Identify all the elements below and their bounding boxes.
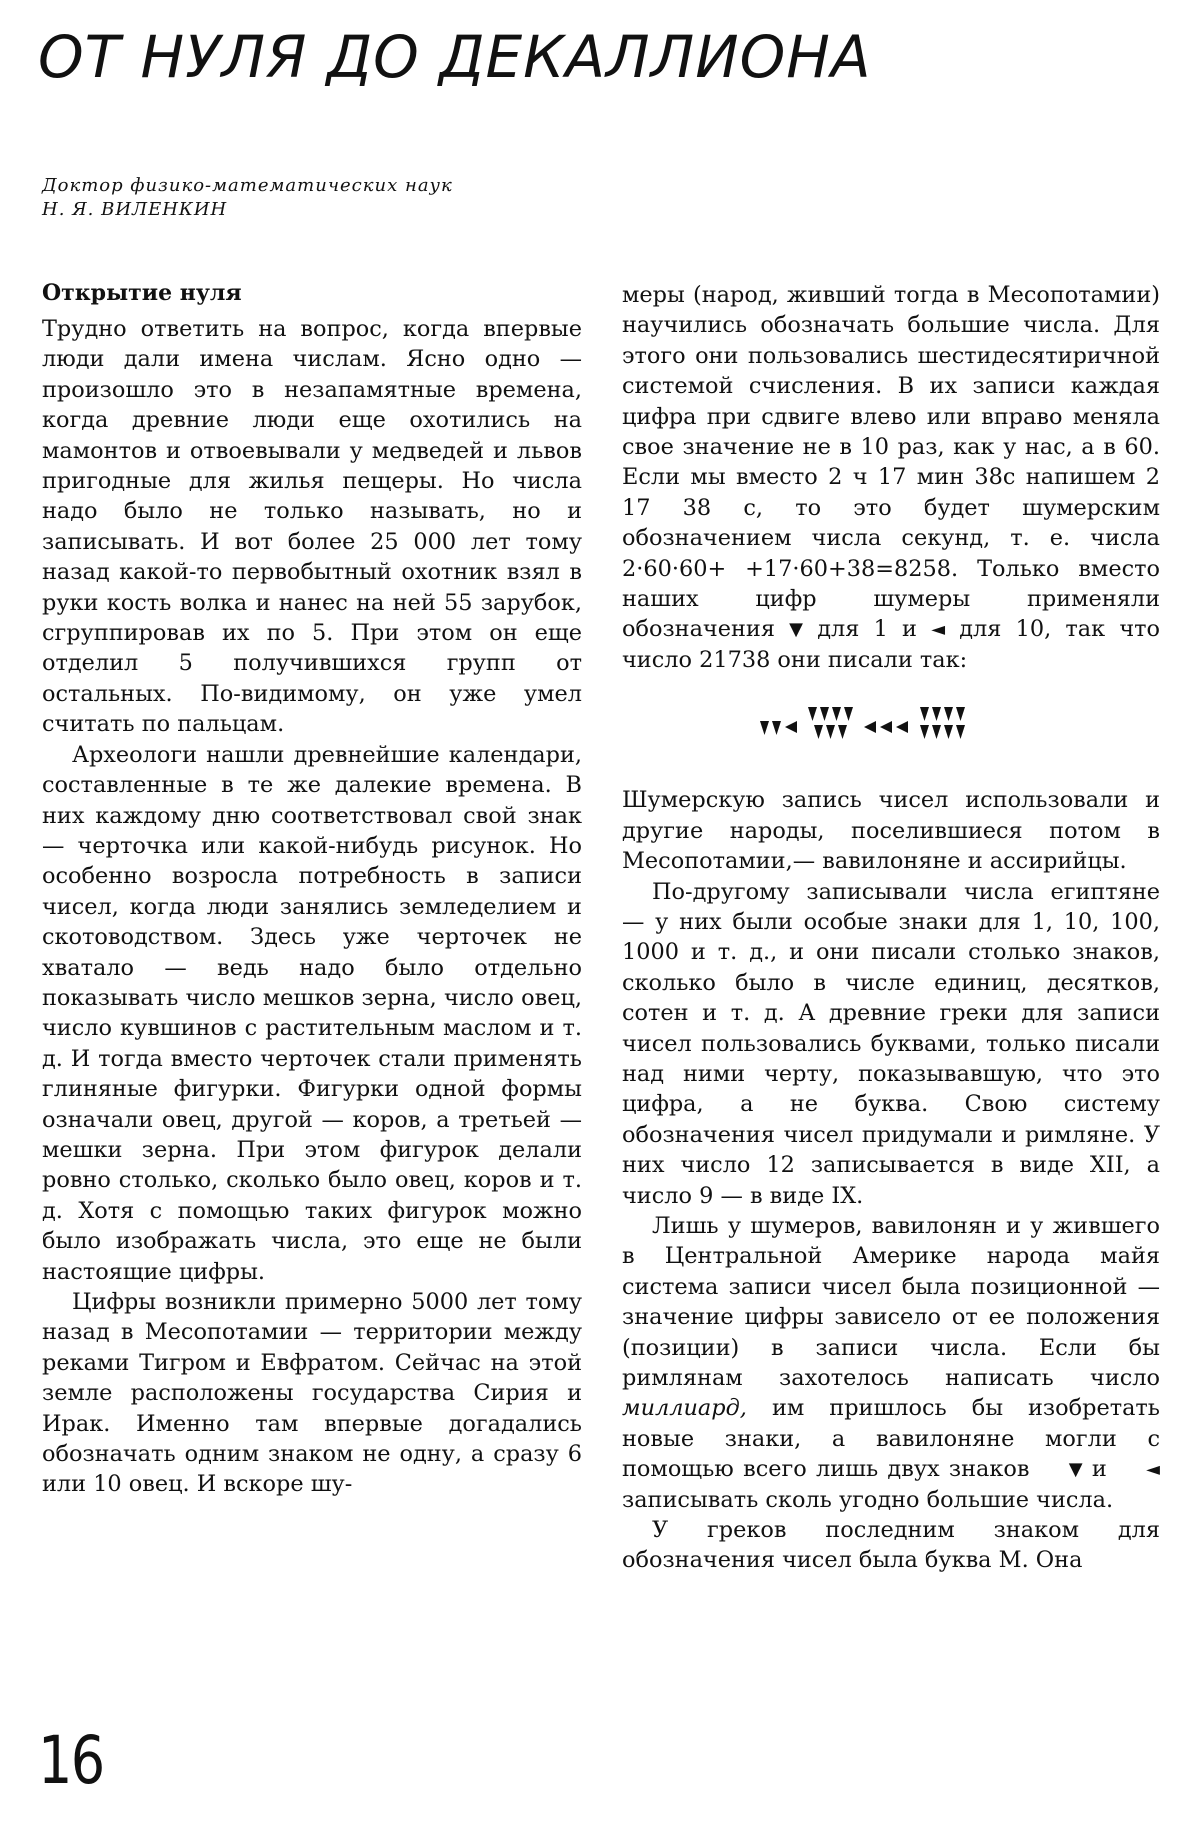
cuneiform-figure xyxy=(622,683,1160,767)
text-run: меры (народ, живший тогда в Месопотамии) научились обозначать большие числа. Для этого они пользовались шестидесятиричной системой счисления. В их записи каждая цифра при сдвиге влево или вправо меняла свое значение не в 10 раз, как у нас, а в 60. Если мы вместо 2 ч 17 мин 38с напишем 2 17 38 с, то это будет шумерским обозначением числа секунд, т. е. числа 2·60·60+ +17·60+38=8258. Только вместо наших цифр шумеры применяли обозначения xyxy=(622,282,1160,643)
text-run: Лишь у шумеров, вавилонян и у жившего в Центральной Америке народа майя система записи чисел была позиционной — значение цифры зависело от ее положения (позиции) в записи числа. Если бы римлянам захотелось написать число xyxy=(622,1212,1160,1391)
left-column xyxy=(42,278,582,1500)
text-run: для 10, так что число 21738 они писали так: xyxy=(622,616,1161,673)
author-name: Н. Я. ВИЛЕНКИН xyxy=(42,199,228,220)
emphasis-word: миллиард, xyxy=(622,1395,747,1422)
paragraph: Шумерскую запись чисел использовали и другие народы, поселившиеся потом в Месопотамии,— вавилоняне и ассирийцы. xyxy=(622,787,1160,875)
cuneiform-number-icon xyxy=(758,699,998,749)
paragraph: У греков последним знаком для обозначения чисел была буква М. Она xyxy=(622,1517,1160,1574)
page-number: 16 xyxy=(38,1722,104,1799)
sumerian-one-sign-icon: ▼ xyxy=(789,619,804,641)
text-run: и xyxy=(1091,1456,1107,1483)
author-credentials: Доктор физико-математических наук xyxy=(42,175,453,196)
sumerian-ten-sign-icon: ◄ xyxy=(1146,1459,1160,1481)
text-run: им пришлось бы изобретать новые знаки, а вавилоняне могли с помощью всего лишь двух знаков xyxy=(622,1395,1161,1483)
text-run: записывать сколь угодно большие числа. xyxy=(622,1486,1114,1513)
byline xyxy=(42,174,453,222)
paragraph xyxy=(622,1211,1160,1515)
sumerian-ten-sign-icon: ◄ xyxy=(931,619,946,641)
paragraph: Цифры возникли примерно 5000 лет тому назад в Месопотамии — территории между реками Тигром и Евфратом. Сейчас на этой земле расположены государства Сирия и Ирак. Именно там впервые догадались обозначать одним знаком не одну, а сразу 6 или 10 овец. И вскоре шу- xyxy=(42,1289,582,1498)
section-heading: Открытие нуля xyxy=(42,280,242,306)
paragraph: Археологи нашли древнейшие календари, составленные в те же далекие времена. В них каждому дню соответствовал свой знак — черточка или какой-нибудь рисунок. Но особенно возросла потребность в записи чисел, когда люди занялись земледелием и скотоводством. Здесь уже черточек не хватало — ведь надо было отдельно показывать число мешков зерна, число овец, число кувшинов с растительным маслом и т. д. И тогда вместо черточек стали применять глиняные фигурки. Фигурки одной формы означали овец, другой — коров, а третьей — мешки зерна. При этом фигурок делали ровно столько, сколько было овец, коров и т. д. Хотя с помощью таких фигурок можно было изображать числа, это еще не были настоящие цифры. xyxy=(42,741,582,1285)
paragraph: Трудно ответить на вопрос, когда впервые люди дали имена числам. Ясно одно — произошло это в незапамятные времена, когда древние люди еще охотились на мамонтов и отвоевывали у медведей и львов пригодные для жилья пещеры. Но числа надо было не только называть, но и записывать. И вот более 25 000 лет тому назад какой-то первобытный охотник взял в руки кость волка и нанес на ней 55 зарубок, сгруппировав их по 5. При этом он еще отделил 5 получившихся групп от остальных. По-видимому, он уже умел считать по пальцам. xyxy=(42,316,582,738)
paragraph xyxy=(622,280,1160,675)
paragraph: По-другому записывали числа египтяне — у них были особые знаки для 1, 10, 100, 1000 и т. д., и они писали столько знаков, сколько было в числе единиц, десятков, сотен и т. д. А древние греки для записи чисел пользовались буквами, только писали над ними черту, показывавшую, что это цифра, а не буква. Свою систему обозначения чисел придумали и римляне. У них число 12 записывается в виде XII, а число 9 — в виде IX. xyxy=(622,878,1160,1209)
article-title: ОТ НУЛЯ ДО ДЕКАЛЛИОНА xyxy=(38,23,872,91)
right-column xyxy=(622,280,1160,1576)
sumerian-one-sign-icon: ▼ xyxy=(1068,1459,1083,1481)
text-run: для 1 и xyxy=(817,616,917,643)
